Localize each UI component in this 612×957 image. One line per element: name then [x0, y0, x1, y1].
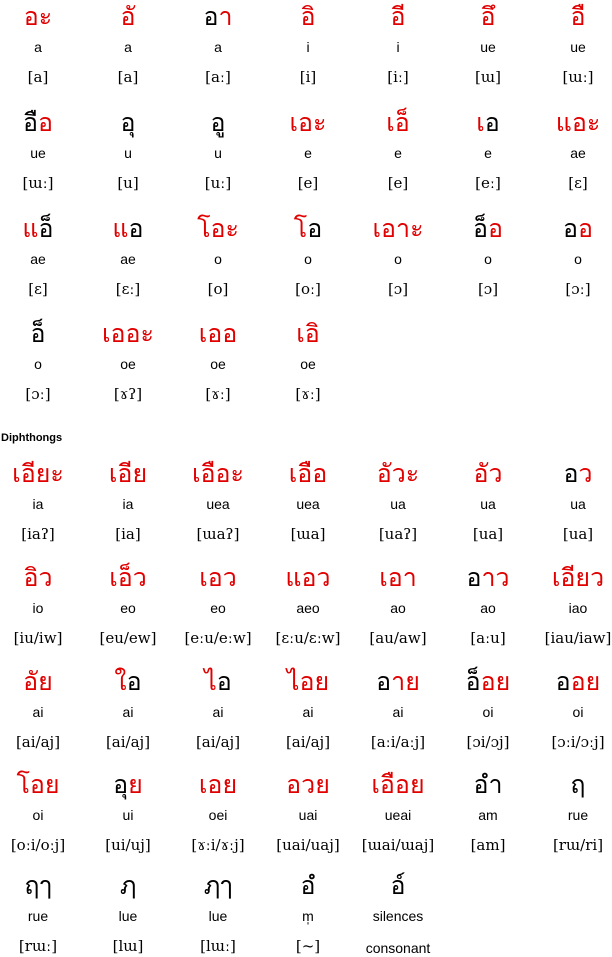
ipa-transcription: [i]: [299, 68, 317, 86]
ipa-transcription: [ɯː]: [22, 174, 54, 192]
ipa-transcription: [ua]: [472, 525, 504, 543]
thai-script: [0, 215, 83, 243]
vowel-mark: อัวะ: [376, 459, 420, 488]
ipa-transcription: [ɔː]: [565, 280, 591, 298]
consonant-placeholder: ฦๅ: [203, 871, 233, 900]
thai-script: [173, 109, 263, 137]
romanization: ai: [122, 704, 134, 720]
romanization: aeo: [296, 600, 320, 616]
ipa-transcription: [ɔi/ɔj]: [466, 733, 510, 751]
ipa-transcription: [ɔ]: [477, 280, 499, 298]
thai-script: [263, 215, 353, 243]
thai-script: [443, 564, 533, 592]
vowel-mark: เอะ: [289, 108, 327, 137]
ipa-transcription: [ɯaʔ]: [196, 525, 240, 543]
consonant-placeholder: อ: [307, 214, 323, 243]
ipa-transcription: [eːu/eːw]: [184, 629, 252, 647]
ipa-transcription: [ai/aj]: [15, 733, 61, 751]
romanization: e: [394, 145, 402, 161]
consonant-placeholder: อำ: [473, 770, 503, 799]
thai-script: [263, 320, 353, 348]
consonant-placeholder: อ์: [390, 871, 406, 900]
romanization: io: [32, 600, 44, 616]
thai-script: [443, 668, 533, 696]
ipa-transcription: [u]: [117, 174, 139, 192]
romanization: o: [394, 251, 402, 267]
thai-script: [353, 872, 443, 900]
romanization: o: [214, 251, 222, 267]
vowel-mark: า: [218, 2, 233, 31]
romanization: uai: [298, 807, 318, 823]
romanization: lue: [118, 908, 138, 924]
thai-script: [533, 3, 612, 31]
ipa-transcription: [ɛːu/ɛːw]: [275, 629, 341, 647]
vowel-mark: โ: [293, 214, 308, 243]
consonant-placeholder: อ็: [465, 667, 481, 696]
ipa-transcription: [ɤːi/ɤːj]: [191, 836, 245, 854]
vowel-mark: เอีย: [108, 459, 148, 488]
romanization: uea: [296, 496, 320, 512]
thai-script: [353, 3, 443, 31]
thai-script: [533, 564, 612, 592]
ipa-transcription: [oː]: [295, 280, 321, 298]
romanization: ua: [570, 496, 586, 512]
thai-script: [83, 771, 173, 799]
ipa-transcription: [ɤː]: [205, 385, 231, 403]
vowel-mark: แอะ: [555, 108, 601, 137]
romanization: a: [124, 39, 132, 55]
romanization: o: [304, 251, 312, 267]
consonant-placeholder: อ: [562, 214, 578, 243]
ipa-transcription: [uai/uaj]: [276, 836, 340, 854]
vowel-mark: เออะ: [101, 319, 154, 348]
thai-script: [533, 215, 612, 243]
ipa-transcription: [ai/aj]: [105, 733, 151, 751]
vowel-mark: าย: [391, 667, 420, 696]
romanization: o: [484, 251, 492, 267]
thai-script: [83, 460, 173, 488]
romanization: u: [214, 145, 222, 161]
ipa-transcription: [ɤː]: [295, 385, 321, 403]
ipa-transcription: [e]: [297, 174, 319, 192]
romanization: ue: [570, 39, 586, 55]
romanization: a: [214, 39, 222, 55]
vowel-mark: โอย: [16, 770, 60, 799]
ipa-transcription: [ɔːi/ɔːj]: [551, 733, 605, 751]
consonant-placeholder: ฤ: [570, 770, 586, 799]
vowel-mark: อิ: [300, 2, 316, 31]
vowel-mark: เอียว: [551, 563, 605, 592]
ipa-transcription: [e]: [387, 174, 409, 192]
ipa-transcription: [rɯ/ri]: [552, 836, 604, 854]
romanization: ua: [480, 496, 496, 512]
ipa-transcription: [~]: [295, 937, 321, 955]
romanization: ua: [390, 496, 406, 512]
romanization: ue: [30, 145, 46, 161]
romanization: oe: [210, 356, 226, 372]
ipa-transcription: [am]: [470, 836, 506, 854]
vowel-mark: เอ็: [386, 108, 410, 137]
consonant-placeholder: อ็: [30, 319, 46, 348]
consonant-placeholder: อื: [22, 108, 38, 137]
vowel-mark: เอียะ: [12, 459, 64, 488]
romanization: ui: [122, 807, 134, 823]
vowel-mark: ไ: [204, 667, 217, 696]
ipa-transcription: [aːi/aːj]: [370, 733, 426, 751]
vowel-mark: แอว: [285, 563, 331, 592]
ipa-transcription: [ɛ]: [568, 174, 588, 192]
consonant-placeholder: อํ: [300, 871, 316, 900]
ipa-transcription: [eu/ew]: [99, 629, 157, 647]
thai-script: [263, 460, 353, 488]
thai-script: [0, 771, 83, 799]
romanization: oi: [572, 704, 584, 720]
thai-script: [83, 668, 173, 696]
romanization: eo: [120, 600, 136, 616]
ipa-transcription: [iaʔ]: [21, 525, 55, 543]
thai-script: [0, 668, 83, 696]
vowel-mark: อ: [578, 214, 594, 243]
romanization: oe: [120, 356, 136, 372]
thai-script: [533, 668, 612, 696]
ipa-transcription: [ɔ]: [387, 280, 409, 298]
romanization: ai: [32, 704, 44, 720]
vowel-mark: อื: [570, 2, 586, 31]
vowel-mark: เอือย: [371, 770, 425, 799]
romanization: ai: [392, 704, 404, 720]
consonant-placeholder: อ: [203, 2, 219, 31]
consonant-placeholder: อ: [563, 459, 579, 488]
thai-script: [173, 460, 263, 488]
thai-script: [0, 872, 83, 900]
consonant-placeholder: ฦ: [119, 871, 137, 900]
romanization: i: [306, 39, 310, 55]
ipa-transcription: [ɛː]: [115, 280, 141, 298]
ipa-transcription: [ɛ]: [28, 280, 48, 298]
romanization: o: [574, 251, 582, 267]
romanization: oei: [208, 807, 228, 823]
romanization: e: [304, 145, 312, 161]
thai-script: [533, 771, 612, 799]
romanization: ae: [570, 145, 586, 161]
thai-script: [173, 872, 263, 900]
vowel-mark: เอือ: [288, 459, 328, 488]
romanization: ai: [302, 704, 314, 720]
consonant-placeholder: อุ: [113, 770, 129, 799]
thai-script: [533, 460, 612, 488]
vowel-mark: อะ: [23, 2, 53, 31]
thai-script: [83, 564, 173, 592]
thai-script: [0, 109, 83, 137]
ipa-transcription: [ɔː]: [25, 385, 51, 403]
consonant-placeholder: อ็: [472, 214, 488, 243]
thai-script: [83, 215, 173, 243]
romanization: oi: [482, 704, 494, 720]
ipa-transcription: [iau/iaw]: [544, 629, 612, 647]
ipa-transcription: [uaʔ]: [378, 525, 418, 543]
thai-script: [83, 3, 173, 31]
consonant-placeholder: อ: [126, 667, 142, 696]
romanization: u: [124, 145, 132, 161]
ipa-transcription: [au/aw]: [369, 629, 427, 647]
consonant-placeholder: อุ: [120, 108, 136, 137]
consonant-placeholder: อ: [216, 667, 232, 696]
consonant-placeholder: อ: [555, 667, 571, 696]
ipa-transcription: consonant: [365, 940, 431, 956]
vowel-mark: เอือะ: [191, 459, 244, 488]
romanization: am: [478, 807, 498, 823]
thai-script: [443, 215, 533, 243]
thai-script: [0, 564, 83, 592]
thai-script: [443, 460, 533, 488]
romanization: i: [396, 39, 400, 55]
romanization: ueai: [384, 807, 412, 823]
thai-script: [173, 320, 263, 348]
thai-script: [173, 3, 263, 31]
consonant-placeholder: อ: [484, 108, 500, 137]
ipa-transcription: [a]: [27, 68, 49, 86]
ipa-transcription: [lɯ]: [112, 937, 144, 955]
romanization: e: [484, 145, 492, 161]
ipa-transcription: [iu/iw]: [13, 629, 63, 647]
romanization: iao: [568, 600, 588, 616]
consonant-placeholder: อู: [210, 108, 226, 137]
ipa-transcription: [eː]: [475, 174, 501, 192]
thai-script: [353, 668, 443, 696]
vowel-mark: อัย: [23, 667, 53, 696]
romanization: ae: [120, 251, 136, 267]
romanization: ae: [30, 251, 46, 267]
ipa-transcription: [ɤʔ]: [113, 385, 143, 403]
romanization: ia: [32, 496, 44, 512]
ipa-transcription: [ɯai/ɯaj]: [361, 836, 435, 854]
thai-script: [0, 460, 83, 488]
thai-script: [443, 3, 533, 31]
consonant-placeholder: ฤๅ: [24, 871, 52, 900]
vowel-mark: อึ: [480, 2, 496, 31]
romanization: m̩: [302, 908, 314, 924]
vowel-mark: เอว: [199, 563, 237, 592]
thai-script: [263, 668, 353, 696]
thai-script: [353, 460, 443, 488]
thai-script: [263, 564, 353, 592]
thai-script: [173, 771, 263, 799]
thai-script: [263, 3, 353, 31]
ipa-transcription: [aː]: [205, 68, 231, 86]
romanization: ao: [480, 600, 496, 616]
romanization: eo: [210, 600, 226, 616]
ipa-transcription: [ɯː]: [562, 68, 594, 86]
thai-script: [83, 872, 173, 900]
vowel-mark: าว: [481, 563, 510, 592]
ipa-transcription: [iː]: [387, 68, 409, 86]
vowel-mark: อี: [390, 2, 406, 31]
romanization: ai: [212, 704, 224, 720]
vowel-mark: เอ็ว: [109, 563, 147, 592]
vowel-mark: ย: [128, 770, 143, 799]
consonant-placeholder: อ: [128, 214, 144, 243]
consonant-placeholder: อ: [376, 667, 392, 696]
vowel-mark: อย: [480, 667, 511, 696]
ipa-transcription: [a]: [117, 68, 139, 86]
vowel-mark: แ: [22, 214, 39, 243]
thai-script: [443, 771, 533, 799]
vowel-mark: เออ: [198, 319, 238, 348]
vowel-mark: อ: [488, 214, 504, 243]
romanization: o: [34, 356, 42, 372]
vowel-mark: อิว: [23, 563, 53, 592]
thai-script: [83, 109, 173, 137]
ipa-transcription: [rɯː]: [18, 937, 58, 955]
vowel-mark: อย: [570, 667, 601, 696]
thai-script: [353, 215, 443, 243]
romanization: ia: [122, 496, 134, 512]
thai-script: [353, 771, 443, 799]
ipa-transcription: [ɯa]: [290, 525, 326, 543]
ipa-transcription: [ui/uj]: [105, 836, 151, 854]
vowel-mark: เอิ: [296, 319, 320, 348]
vowel-mark: เอา: [379, 563, 417, 592]
vowel-mark: อั: [120, 2, 136, 31]
romanization: rue: [567, 807, 589, 823]
vowel-mark: โอะ: [197, 214, 239, 243]
vowel-mark: เอย: [198, 770, 238, 799]
vowel-mark: อ: [38, 108, 54, 137]
vowel-mark: เ: [476, 108, 485, 137]
ipa-transcription: [ai/aj]: [195, 733, 241, 751]
thai-script: [353, 564, 443, 592]
ipa-transcription: [ɯ]: [475, 68, 501, 86]
ipa-transcription: [o]: [207, 280, 229, 298]
thai-script: [263, 109, 353, 137]
romanization: ue: [480, 39, 496, 55]
vowel-mark: แ: [112, 214, 129, 243]
thai-script: [0, 320, 83, 348]
romanization: oe: [300, 356, 316, 372]
thai-script: [263, 771, 353, 799]
thai-script: [0, 3, 83, 31]
thai-script: [173, 215, 263, 243]
vowel-mark: ไอย: [286, 667, 330, 696]
romanization: ao: [390, 600, 406, 616]
ipa-transcription: [ua]: [562, 525, 594, 543]
consonant-placeholder: อ: [466, 563, 482, 592]
vowel-mark: อวย: [286, 770, 330, 799]
ipa-transcription: [aːu]: [470, 629, 506, 647]
diphthongs-heading: Diphthongs: [1, 432, 63, 444]
vowel-mark: เอาะ: [372, 214, 424, 243]
ipa-transcription: [lɯː]: [200, 937, 236, 955]
ipa-transcription: [ai/aj]: [285, 733, 331, 751]
ipa-transcription: [ia]: [115, 525, 141, 543]
thai-script: [443, 109, 533, 137]
romanization: a: [34, 39, 42, 55]
romanization: oi: [32, 807, 44, 823]
thai-script: [263, 872, 353, 900]
ipa-transcription: [oːi/oːj]: [10, 836, 66, 854]
vowel-mark: ใ: [114, 667, 127, 696]
consonant-placeholder: อ็: [38, 214, 54, 243]
romanization: rue: [27, 908, 49, 924]
thai-script: [353, 109, 443, 137]
thai-script: [83, 320, 173, 348]
thai-script: [173, 564, 263, 592]
ipa-transcription: [uː]: [204, 174, 232, 192]
romanization: uea: [206, 496, 230, 512]
romanization: silences: [372, 908, 424, 924]
thai-script: [173, 668, 263, 696]
romanization: lue: [208, 908, 228, 924]
vowel-mark: ว: [578, 459, 593, 488]
vowel-mark: อัว: [473, 459, 503, 488]
thai-script: [533, 109, 612, 137]
